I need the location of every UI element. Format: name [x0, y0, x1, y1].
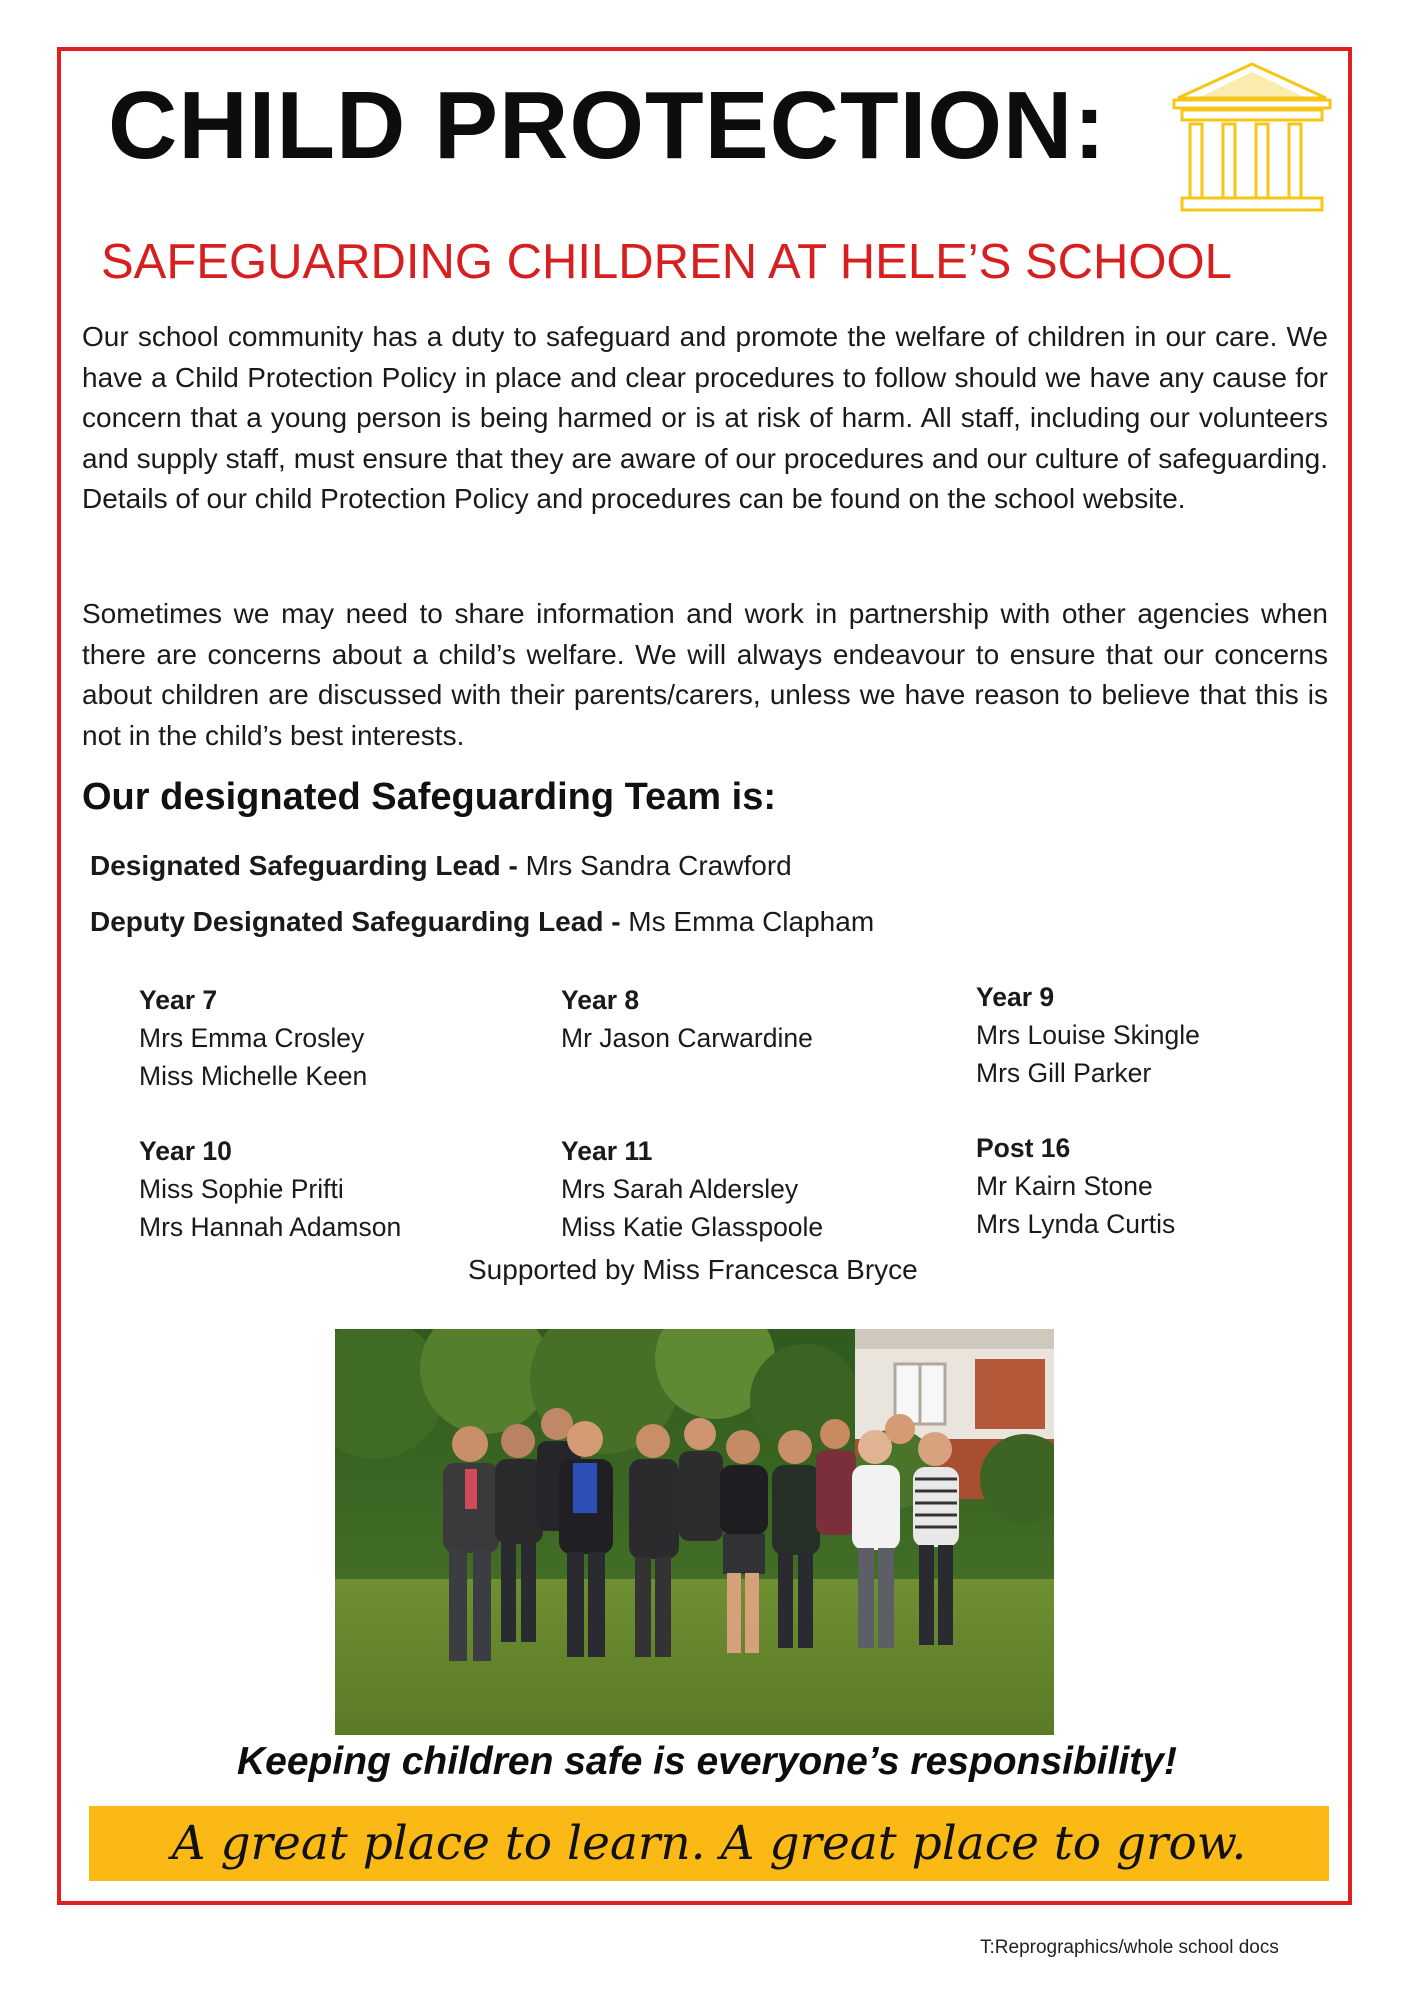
intro-paragraph-2: Sometimes we may need to share information and work in partnership with other agencies when there are concerns about a child’s welfare. We will always endeavour to ensure that our concerns about children are discussed with their parents/carers, unless we have reason to believe that this is not in the child’s best interests.	[82, 598, 1328, 751]
deputy-lead	[90, 908, 874, 936]
year-group-9	[976, 978, 1200, 1092]
motto-text: A great place to learn. A great place to grow.	[171, 1816, 1247, 1871]
year-label: Year 11	[561, 1136, 653, 1166]
designated-lead-name: Mrs Sandra Crawford	[517, 850, 792, 881]
staff-name: Mrs Lynda Curtis	[976, 1209, 1176, 1239]
staff-name: Mrs Emma Crosley	[139, 1023, 365, 1053]
year-group-8	[561, 981, 813, 1057]
staff-name: Mrs Sarah Aldersley	[561, 1174, 799, 1204]
staff-name: Miss Sophie Prifti	[139, 1174, 344, 1204]
designated-lead	[90, 852, 792, 880]
year-group-7	[139, 981, 367, 1095]
footer-path: T:Reprographics/whole school docs	[980, 1937, 1279, 1958]
staff-name: Mrs Hannah Adamson	[139, 1212, 402, 1242]
year-label: Year 10	[139, 1136, 232, 1166]
team-heading: Our designated Safeguarding Team is:	[82, 776, 776, 818]
year-group-post-16	[976, 1129, 1175, 1243]
deputy-lead-name: Ms Emma Clapham	[620, 906, 875, 937]
staff-name: Mrs Gill Parker	[976, 1058, 1152, 1088]
motto-banner	[89, 1806, 1329, 1881]
year-group-10	[139, 1132, 401, 1246]
tagline: Keeping children safe is everyone’s responsibility!	[237, 1740, 1177, 1783]
intro-paragraph-1: Our school community has a duty to safeguard and promote the welfare of children in our care. We have a Child Protection Policy in place and clear procedures to follow should we have any cause for concern that a young person is being harmed or is at risk of harm. All staff, including our volunteers and supply staff, must ensure that they are aware of our procedures and our culture of safeguarding. Details of our child Protection Policy and procedures can be found on the school website.	[82, 321, 1328, 514]
designated-lead-role: Designated Safeguarding Lead -	[90, 850, 518, 881]
staff-name: Mr Kairn Stone	[976, 1171, 1153, 1201]
team-photo	[335, 1329, 1054, 1735]
page-subtitle: SAFEGUARDING CHILDREN AT HELE’S SCHOOL	[101, 235, 1232, 289]
year-group-11	[561, 1132, 823, 1246]
year-label: Post 16	[976, 1133, 1071, 1163]
year-label: Year 8	[561, 985, 640, 1015]
year-label: Year 7	[139, 985, 218, 1015]
page-title: CHILD PROTECTION:	[108, 72, 1107, 179]
year-label: Year 9	[976, 982, 1055, 1012]
staff-name: Mr Jason Carwardine	[561, 1023, 813, 1053]
staff-name: Mrs Louise Skingle	[976, 1020, 1200, 1050]
school-pillars-icon	[1168, 58, 1336, 216]
deputy-lead-role: Deputy Designated Safeguarding Lead -	[90, 906, 621, 937]
supported-by: Supported by Miss Francesca Bryce	[468, 1254, 918, 1285]
staff-name: Miss Michelle Keen	[139, 1061, 368, 1091]
staff-name: Miss Katie Glasspoole	[561, 1212, 824, 1242]
